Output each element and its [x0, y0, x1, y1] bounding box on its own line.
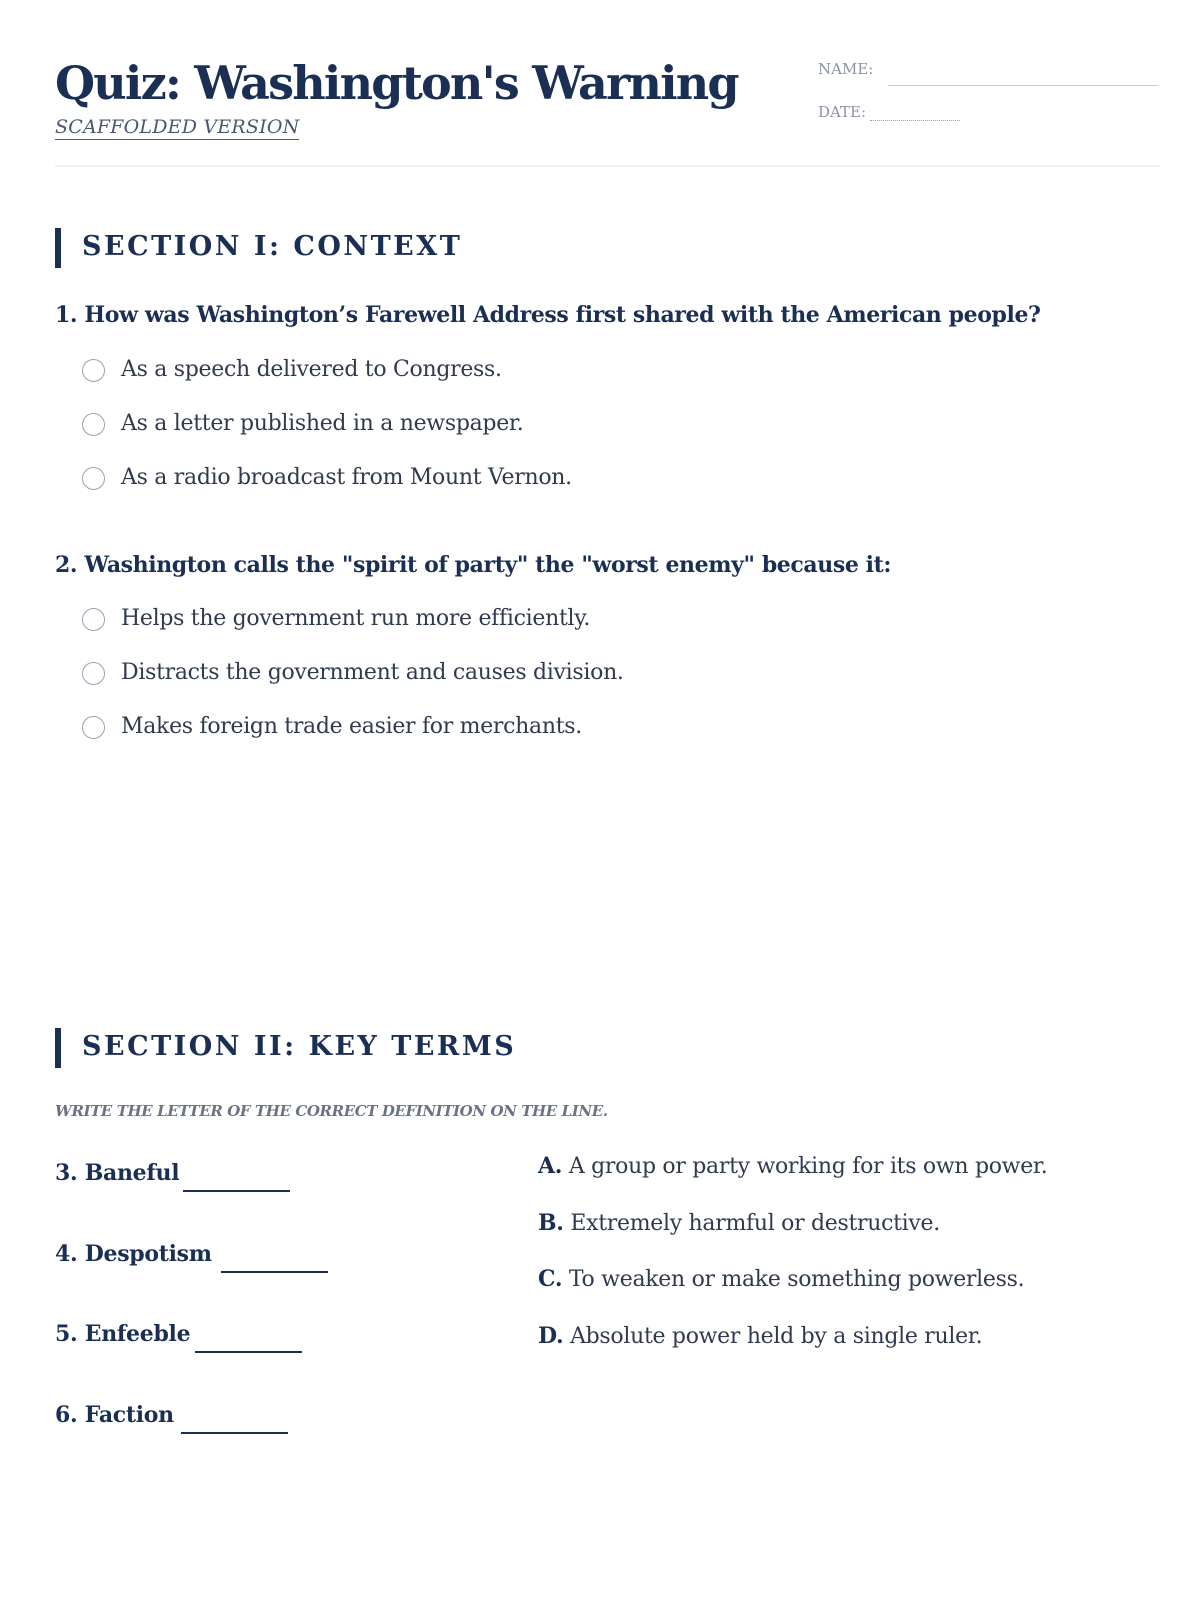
radio-button[interactable]: [82, 716, 105, 739]
section-title: SECTION I: CONTEXT: [82, 231, 463, 262]
name-label: NAME:: [818, 60, 874, 78]
option-label: Distracts the government and causes division.: [121, 660, 624, 685]
definition-text: Extremely harmful or destructive.: [570, 1211, 940, 1236]
definition-item: [538, 1323, 982, 1349]
answer-blank[interactable]: [221, 1271, 328, 1273]
definition-text: A group or party working for its own power.: [568, 1154, 1048, 1179]
radio-button[interactable]: [82, 662, 105, 685]
definition-letter: B.: [538, 1210, 564, 1236]
version-subtitle: SCAFFOLDED VERSION: [55, 116, 300, 138]
term-label: 3. Baneful: [55, 1160, 180, 1186]
q1-option-c[interactable]: [82, 465, 882, 495]
section-accent-bar: [55, 1028, 61, 1068]
definition-text: Absolute power held by a single ruler.: [570, 1324, 983, 1349]
answer-blank[interactable]: [181, 1432, 288, 1434]
term-label: 4. Despotism: [55, 1241, 212, 1267]
option-label: Makes foreign trade easier for merchants.: [121, 714, 582, 739]
term-label: 5. Enfeeble: [55, 1321, 191, 1347]
term-row: [55, 1321, 495, 1361]
definition-letter: D.: [538, 1323, 564, 1349]
term-row: [55, 1402, 495, 1442]
section-accent-bar: [55, 228, 61, 268]
date-label: DATE:: [818, 103, 867, 121]
definition-text: To weaken or make something powerless.: [568, 1267, 1025, 1292]
radio-button[interactable]: [82, 359, 105, 382]
radio-button[interactable]: [82, 608, 105, 631]
matching-instruction: WRITE THE LETTER OF THE CORRECT DEFINITION ON THE LINE.: [55, 1102, 608, 1120]
definition-item: [538, 1153, 1047, 1179]
q2-option-c[interactable]: [82, 714, 882, 744]
section-heading-key-terms: [55, 1028, 755, 1068]
definition-item: [538, 1266, 1024, 1292]
q2-option-a[interactable]: [82, 606, 882, 636]
term-row: [55, 1160, 495, 1200]
radio-button[interactable]: [82, 467, 105, 490]
q2-option-b[interactable]: [82, 660, 882, 690]
answer-blank[interactable]: [183, 1190, 290, 1192]
q1-option-a[interactable]: [82, 357, 882, 387]
section-heading-context: [55, 228, 755, 268]
question-1: 1. How was Washington’s Farewell Address first shared with the American people?: [55, 302, 1041, 328]
name-field[interactable]: [888, 85, 1158, 86]
definition-item: [538, 1210, 940, 1236]
quiz-page: [55, 0, 1160, 1600]
option-label: Helps the government run more efficiently.: [121, 606, 591, 631]
radio-button[interactable]: [82, 413, 105, 436]
term-row: [55, 1241, 495, 1281]
answer-blank[interactable]: [195, 1351, 302, 1353]
q1-option-b[interactable]: [82, 411, 882, 441]
option-label: As a speech delivered to Congress.: [121, 357, 502, 382]
page-title: Quiz: Washington's Warning: [55, 56, 738, 110]
quiz-header: [55, 50, 1160, 167]
question-2: 2. Washington calls the "spirit of party" the "worst enemy" because it:: [55, 552, 892, 578]
option-label: As a radio broadcast from Mount Vernon.: [121, 465, 572, 490]
definition-letter: A.: [538, 1153, 563, 1179]
date-field[interactable]: [870, 120, 960, 121]
option-label: As a letter published in a newspaper.: [121, 411, 524, 436]
term-label: 6. Faction: [55, 1402, 174, 1428]
definition-letter: C.: [538, 1266, 563, 1292]
section-title: SECTION II: KEY TERMS: [82, 1031, 517, 1062]
